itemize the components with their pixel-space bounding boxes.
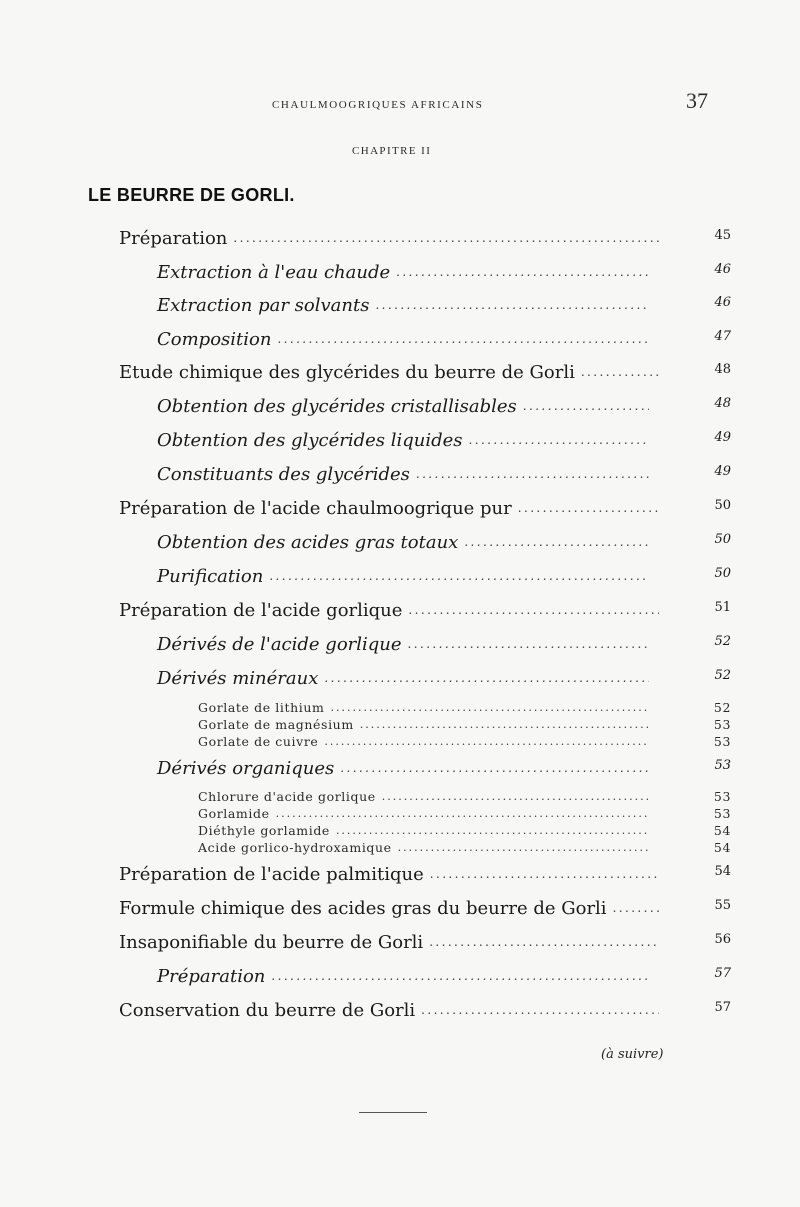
- toc-entry-page: 50: [714, 532, 731, 547]
- toc-entry-page: 53: [713, 806, 731, 821]
- toc-entry-label: Constituants des glycérides: [157, 464, 410, 485]
- dot-leader: [269, 569, 649, 583]
- toc-entry: [157, 566, 731, 587]
- dot-leader: [396, 265, 649, 279]
- dot-leader: [416, 467, 649, 481]
- toc-entry: [119, 600, 731, 621]
- dot-leader: [276, 807, 649, 820]
- toc-entry-page: 48: [714, 396, 731, 411]
- toc-entry-page: 46: [714, 262, 731, 277]
- toc-entry-page: 45: [714, 228, 731, 243]
- toc-entry: [198, 717, 731, 732]
- dot-leader: [340, 761, 649, 775]
- dot-leader: [324, 671, 649, 685]
- toc-entry: [119, 498, 731, 519]
- toc-entry-label: Préparation: [119, 228, 228, 249]
- dot-leader: [336, 824, 649, 837]
- toc-entry-page: 51: [714, 600, 731, 615]
- toc-entry-label: Préparation de l'acide palmitique: [119, 864, 424, 885]
- toc-entry: [198, 734, 731, 749]
- toc-entry-label: Insaponifiable du beurre de Gorli: [119, 932, 424, 953]
- toc-entry-page: 53: [713, 734, 731, 749]
- toc-entry: [119, 1000, 731, 1021]
- toc-entry-label: Conservation du beurre de Gorli: [119, 1000, 416, 1021]
- toc-entry-page: 55: [714, 898, 731, 913]
- dot-leader: [330, 701, 649, 714]
- to-follow-note: (à suivre): [601, 1047, 664, 1062]
- chapter-heading: CHAPITRE II: [352, 145, 432, 157]
- toc-entry: [198, 840, 731, 855]
- dot-leader: [430, 867, 659, 881]
- toc-entry-label: Obtention des glycérides liquides: [157, 430, 463, 451]
- toc-entry: [119, 228, 731, 249]
- toc-entry: [157, 262, 731, 283]
- toc-entry-label: Préparation de l'acide gorlique: [119, 600, 403, 621]
- dot-leader: [324, 735, 649, 748]
- toc-entry: [198, 789, 731, 804]
- toc-entry-label: Obtention des glycérides cristallisables: [157, 396, 517, 417]
- dot-leader: [613, 901, 659, 915]
- toc-entry-page: 52: [713, 700, 731, 715]
- toc-entry: [119, 362, 731, 383]
- toc-entry-page: 57: [714, 1000, 731, 1015]
- dot-leader: [398, 841, 649, 854]
- toc-entry: [157, 464, 731, 485]
- toc-entry-label: Extraction par solvants: [157, 295, 370, 316]
- toc-entry: [157, 966, 731, 987]
- dot-leader: [408, 637, 649, 651]
- toc-entry: [157, 634, 731, 655]
- dot-leader: [277, 332, 649, 346]
- toc-entry: [157, 295, 731, 316]
- toc-entry-page: 52: [714, 668, 731, 683]
- toc-entry-label: Composition: [157, 329, 272, 350]
- dot-leader: [233, 231, 659, 245]
- toc-entry-label: Dérivés minéraux: [157, 668, 319, 689]
- toc-entry-page: 54: [714, 864, 731, 879]
- toc-entry: [157, 396, 731, 417]
- toc-entry-label: Préparation: [157, 966, 266, 987]
- toc-entry-page: 54: [713, 840, 731, 855]
- toc-entry-label: Gorlate de magnésium: [198, 717, 354, 732]
- toc-entry-label: Dérivés organiques: [157, 758, 335, 779]
- running-header: CHAULMOOGRIQUES AFRICAINS: [272, 99, 484, 111]
- toc-entry: [119, 898, 731, 919]
- toc-entry-page: 46: [714, 295, 731, 310]
- dot-leader: [523, 399, 649, 413]
- toc-entry: [198, 700, 731, 715]
- toc-entry-page: 49: [714, 464, 731, 479]
- toc-entry-page: 53: [713, 717, 731, 732]
- toc-entry-page: 50: [714, 498, 731, 513]
- toc-entry-label: Extraction à l'eau chaude: [157, 262, 391, 283]
- dot-leader: [469, 433, 649, 447]
- dot-leader: [518, 501, 659, 515]
- toc-entry: [198, 806, 731, 821]
- toc-entry-label: Gorlate de cuivre: [198, 734, 319, 749]
- page-number: 37: [686, 88, 708, 113]
- toc-entry-page: 54: [713, 823, 731, 838]
- toc-entry: [157, 668, 731, 689]
- toc-entry: [157, 532, 731, 553]
- dot-leader: [375, 298, 649, 312]
- toc-entry-label: Chlorure d'acide gorlique: [198, 789, 376, 804]
- toc-entry-label: Formule chimique des acides gras du beurre de Gorli: [119, 898, 607, 919]
- toc-entry-label: Diéthyle gorlamide: [198, 823, 330, 838]
- dot-leader: [382, 790, 649, 803]
- dot-leader: [421, 1003, 659, 1017]
- dot-leader: [408, 603, 659, 617]
- toc-entry-label: Gorlate de lithium: [198, 700, 325, 715]
- toc-entry-page: 48: [714, 362, 731, 377]
- dot-leader: [464, 535, 649, 549]
- toc-entry-label: Gorlamide: [198, 806, 270, 821]
- dot-leader: [271, 969, 649, 983]
- toc-entry: [198, 823, 731, 838]
- end-rule: [359, 1112, 427, 1113]
- dot-leader: [581, 365, 659, 379]
- dot-leader: [360, 718, 649, 731]
- toc-entry: [157, 430, 731, 451]
- toc-entry: [157, 329, 731, 350]
- toc-entry: [157, 758, 731, 779]
- part-title: LE BEURRE DE GORLI.: [88, 185, 295, 205]
- toc-entry-label: Préparation de l'acide chaulmoogrique pur: [119, 498, 512, 519]
- toc-entry-page: 47: [714, 329, 731, 344]
- toc-entry-page: 53: [714, 758, 731, 773]
- toc-entry: [119, 864, 731, 885]
- dot-leader: [429, 935, 659, 949]
- toc-entry-label: Acide gorlico-hydroxamique: [198, 840, 392, 855]
- toc-entry-page: 52: [714, 634, 731, 649]
- toc-entry-page: 49: [714, 430, 731, 445]
- toc-entry-page: 56: [714, 932, 731, 947]
- toc-entry-label: Purification: [157, 566, 264, 587]
- toc-entry-label: Etude chimique des glycérides du beurre de Gorli: [119, 362, 575, 383]
- toc-entry-label: Dérivés de l'acide gorlique: [157, 634, 402, 655]
- toc-entry-page: 57: [714, 966, 731, 981]
- toc-entry-page: 53: [713, 789, 731, 804]
- toc-entry: [119, 932, 731, 953]
- toc-entry-page: 50: [714, 566, 731, 581]
- toc-entry-label: Obtention des acides gras totaux: [157, 532, 459, 553]
